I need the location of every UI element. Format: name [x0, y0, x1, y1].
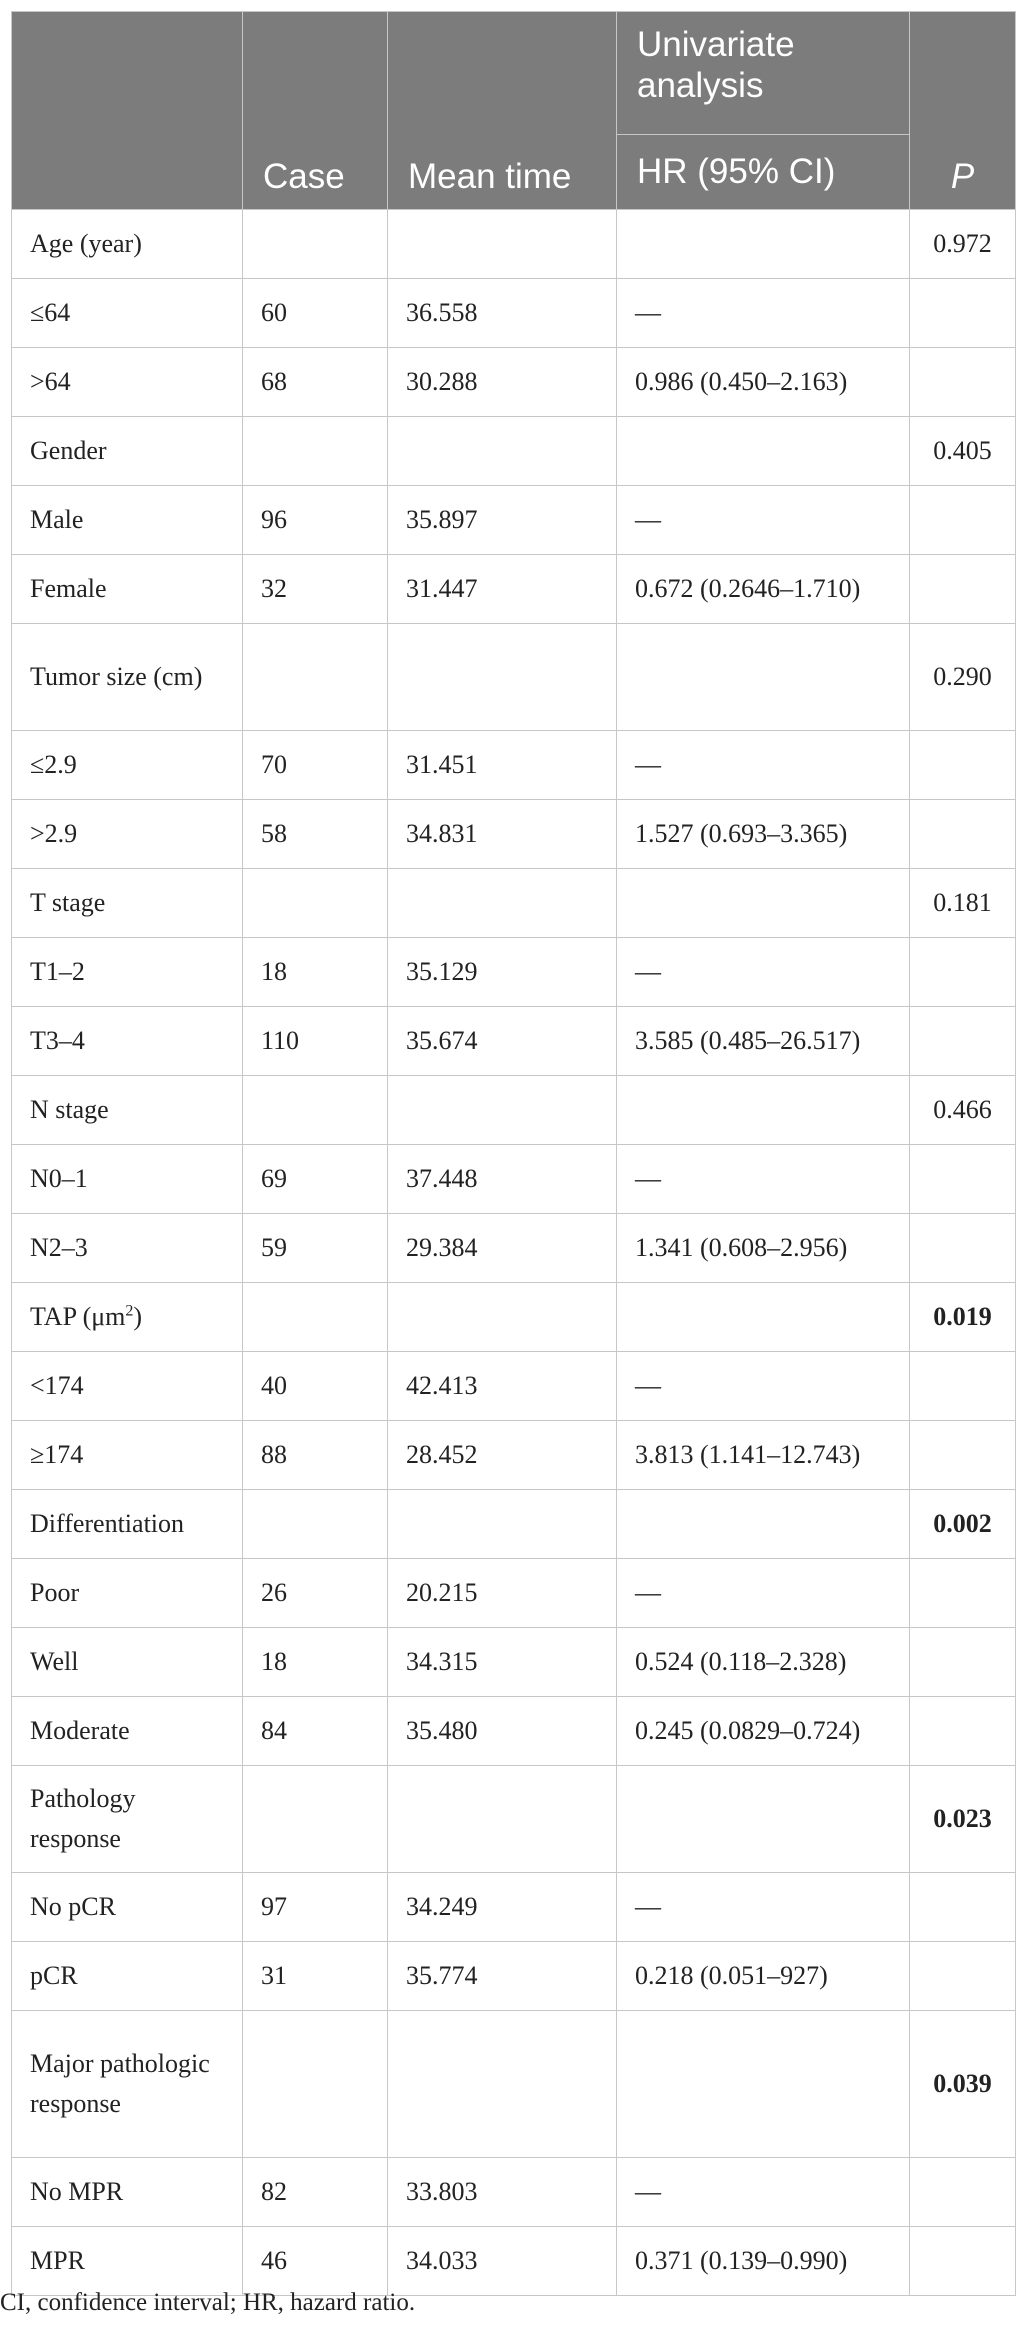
hazard-ratio: 0.218 (0.051–927) — [617, 1942, 910, 2011]
mean-time: 34.315 — [388, 1628, 617, 1697]
row-label — [12, 555, 243, 624]
row-label — [12, 2158, 243, 2227]
row-label — [12, 800, 243, 869]
mean-time: 42.413 — [388, 1352, 617, 1421]
row-label-text: Poor — [30, 1578, 80, 1607]
case-count: 18 — [243, 938, 388, 1007]
row-label-text: <174 — [30, 1371, 84, 1400]
row-label-text: Moderate — [30, 1716, 130, 1745]
case-count: 32 — [243, 555, 388, 624]
row-label — [12, 1697, 243, 1766]
p-value: 0.290 — [910, 624, 1016, 731]
hazard-ratio: — — [617, 1873, 910, 1942]
p-value: 0.405 — [910, 417, 1016, 486]
table-row — [12, 1421, 1016, 1490]
p-value — [910, 1214, 1016, 1283]
p-value: 0.019 — [910, 1283, 1016, 1352]
table-body — [12, 210, 1016, 2296]
hazard-ratio — [617, 1766, 910, 1873]
table-row — [12, 279, 1016, 348]
p-value: 0.002 — [910, 1490, 1016, 1559]
table-row — [12, 1007, 1016, 1076]
p-value — [910, 938, 1016, 1007]
p-value — [910, 1421, 1016, 1490]
p-value — [910, 731, 1016, 800]
table-row — [12, 624, 1016, 731]
mean-time — [388, 624, 617, 731]
case-count — [243, 869, 388, 938]
mean-time: 35.480 — [388, 1697, 617, 1766]
table-row — [12, 1766, 1016, 1873]
row-label — [12, 1942, 243, 2011]
case-count: 110 — [243, 1007, 388, 1076]
p-value — [910, 1145, 1016, 1214]
hazard-ratio — [617, 1076, 910, 1145]
p-value — [910, 2227, 1016, 2296]
p-value — [910, 1942, 1016, 2011]
row-label-superscript: 2 — [125, 1302, 134, 1320]
p-value: 0.039 — [910, 2011, 1016, 2158]
row-label — [12, 1421, 243, 1490]
row-label-text: Tumor size (cm) — [30, 662, 203, 691]
p-value — [910, 1007, 1016, 1076]
table-row — [12, 938, 1016, 1007]
row-label-text: N0–1 — [30, 1164, 88, 1193]
row-label-text: Major pathologic response — [30, 2049, 210, 2118]
case-count: 97 — [243, 1873, 388, 1942]
case-count: 46 — [243, 2227, 388, 2296]
header-univariate-analysis: Univariate analysis — [617, 12, 910, 135]
hazard-ratio: — — [617, 1352, 910, 1421]
row-label — [12, 2227, 243, 2296]
p-value — [910, 348, 1016, 417]
row-label — [12, 1214, 243, 1283]
row-label-text: MPR — [30, 2246, 85, 2275]
table-row — [12, 1352, 1016, 1421]
mean-time — [388, 2011, 617, 2158]
case-count: 82 — [243, 2158, 388, 2227]
table-row — [12, 1697, 1016, 1766]
row-label-text: N stage — [30, 1095, 109, 1124]
row-label-text: pCR — [30, 1961, 78, 1990]
mean-time — [388, 1283, 617, 1352]
hazard-ratio: 0.672 (0.2646–1.710) — [617, 555, 910, 624]
row-label-text: ≤2.9 — [30, 750, 77, 779]
row-label — [12, 869, 243, 938]
case-count — [243, 1283, 388, 1352]
table-row — [12, 1873, 1016, 1942]
hazard-ratio — [617, 869, 910, 938]
case-count: 96 — [243, 486, 388, 555]
row-label — [12, 1145, 243, 1214]
mean-time: 28.452 — [388, 1421, 617, 1490]
table-row — [12, 1214, 1016, 1283]
row-label — [12, 1873, 243, 1942]
row-label-text: No MPR — [30, 2177, 124, 2206]
case-count — [243, 624, 388, 731]
table-row — [12, 2158, 1016, 2227]
case-count: 69 — [243, 1145, 388, 1214]
case-count: 88 — [243, 1421, 388, 1490]
row-label-end: ) — [133, 1302, 143, 1331]
hazard-ratio: 0.371 (0.139–0.990) — [617, 2227, 910, 2296]
hazard-ratio: 1.527 (0.693–3.365) — [617, 800, 910, 869]
row-label — [12, 1283, 243, 1352]
row-label — [12, 731, 243, 800]
case-count: 18 — [243, 1628, 388, 1697]
table-row — [12, 1490, 1016, 1559]
mean-time: 31.451 — [388, 731, 617, 800]
row-label — [12, 624, 243, 731]
row-label-text: N2–3 — [30, 1233, 88, 1262]
mean-time: 30.288 — [388, 348, 617, 417]
header-variable — [12, 12, 243, 210]
row-label — [12, 486, 243, 555]
row-label-text: ≤64 — [30, 298, 71, 327]
p-value: 0.466 — [910, 1076, 1016, 1145]
row-label-text: >2.9 — [30, 819, 78, 848]
mean-time: 35.897 — [388, 486, 617, 555]
row-label — [12, 1076, 243, 1145]
mean-time: 35.774 — [388, 1942, 617, 2011]
row-label-text: Male — [30, 505, 84, 534]
row-label — [12, 210, 243, 279]
hazard-ratio: — — [617, 486, 910, 555]
mean-time: 34.831 — [388, 800, 617, 869]
case-count: 84 — [243, 1697, 388, 1766]
mean-time — [388, 1076, 617, 1145]
hazard-ratio: 0.986 (0.450–2.163) — [617, 348, 910, 417]
table-row — [12, 1942, 1016, 2011]
p-value — [910, 1559, 1016, 1628]
case-count: 40 — [243, 1352, 388, 1421]
hazard-ratio — [617, 2011, 910, 2158]
case-count — [243, 1490, 388, 1559]
hazard-ratio — [617, 417, 910, 486]
row-label-text: No pCR — [30, 1892, 116, 1921]
mean-time: 31.447 — [388, 555, 617, 624]
mean-time: 35.129 — [388, 938, 617, 1007]
row-label-text: ≥174 — [30, 1440, 84, 1469]
header-hr-ci: HR (95% CI) — [617, 135, 910, 210]
case-count — [243, 1766, 388, 1873]
row-label — [12, 348, 243, 417]
mean-time: 35.674 — [388, 1007, 617, 1076]
row-label — [12, 417, 243, 486]
mean-time: 36.558 — [388, 279, 617, 348]
mean-time — [388, 210, 617, 279]
case-count: 26 — [243, 1559, 388, 1628]
row-label-text: Differentiation — [30, 1509, 185, 1538]
mean-time — [388, 869, 617, 938]
row-label-text: T3–4 — [30, 1026, 85, 1055]
row-label — [12, 1007, 243, 1076]
row-label-text: Pathology response — [30, 1784, 136, 1853]
case-count — [243, 210, 388, 279]
mean-time: 29.384 — [388, 1214, 617, 1283]
hazard-ratio — [617, 1490, 910, 1559]
table-header — [12, 12, 1016, 210]
table-row — [12, 2011, 1016, 2158]
table-row — [12, 731, 1016, 800]
hazard-ratio: 3.813 (1.141–12.743) — [617, 1421, 910, 1490]
p-value — [910, 555, 1016, 624]
row-label-text: Age (year) — [30, 229, 142, 258]
header-case: Case — [243, 12, 388, 210]
mean-time — [388, 417, 617, 486]
table-row — [12, 1283, 1016, 1352]
p-value — [910, 1352, 1016, 1421]
table-row — [12, 210, 1016, 279]
row-label — [12, 2011, 243, 2158]
case-count — [243, 1076, 388, 1145]
hazard-ratio: 3.585 (0.485–26.517) — [617, 1007, 910, 1076]
case-count: 70 — [243, 731, 388, 800]
case-count — [243, 417, 388, 486]
p-value — [910, 1873, 1016, 1942]
table-row — [12, 555, 1016, 624]
p-value — [910, 1697, 1016, 1766]
hazard-ratio: 1.341 (0.608–2.956) — [617, 1214, 910, 1283]
table-row — [12, 1559, 1016, 1628]
case-count: 31 — [243, 1942, 388, 2011]
header-p-value: P — [910, 12, 1016, 210]
p-value: 0.023 — [910, 1766, 1016, 1873]
hazard-ratio — [617, 1283, 910, 1352]
row-label — [12, 1352, 243, 1421]
mean-time: 33.803 — [388, 2158, 617, 2227]
table-row — [12, 1628, 1016, 1697]
row-label — [12, 1766, 243, 1873]
p-value — [910, 1628, 1016, 1697]
hazard-ratio: 0.245 (0.0829–0.724) — [617, 1697, 910, 1766]
case-count: 58 — [243, 800, 388, 869]
table-row — [12, 486, 1016, 555]
hazard-ratio: — — [617, 2158, 910, 2227]
row-label — [12, 1490, 243, 1559]
hazard-ratio: — — [617, 731, 910, 800]
hazard-ratio: — — [617, 279, 910, 348]
mean-time: 34.033 — [388, 2227, 617, 2296]
hazard-ratio: — — [617, 1559, 910, 1628]
table-row — [12, 417, 1016, 486]
hazard-ratio: — — [617, 1145, 910, 1214]
case-count: 60 — [243, 279, 388, 348]
header-mean-time: Mean time — [388, 12, 617, 210]
mean-time — [388, 1766, 617, 1873]
mean-time: 34.249 — [388, 1873, 617, 1942]
hazard-ratio — [617, 624, 910, 731]
row-label-text: T stage — [30, 888, 106, 917]
row-label-text: Well — [30, 1647, 79, 1676]
case-count: 59 — [243, 1214, 388, 1283]
p-value — [910, 800, 1016, 869]
hazard-ratio: — — [617, 938, 910, 1007]
p-value — [910, 279, 1016, 348]
row-label — [12, 279, 243, 348]
row-label-text: Gender — [30, 436, 107, 465]
row-label — [12, 1628, 243, 1697]
p-value — [910, 486, 1016, 555]
p-value: 0.181 — [910, 869, 1016, 938]
row-label — [12, 938, 243, 1007]
case-count — [243, 2011, 388, 2158]
row-label-text: TAP (μm — [30, 1302, 126, 1331]
hazard-ratio: 0.524 (0.118–2.328) — [617, 1628, 910, 1697]
table-row — [12, 869, 1016, 938]
case-count: 68 — [243, 348, 388, 417]
mean-time: 20.215 — [388, 1559, 617, 1628]
mean-time — [388, 1490, 617, 1559]
row-label-text: T1–2 — [30, 957, 85, 986]
p-value: 0.972 — [910, 210, 1016, 279]
univariate-analysis-table — [11, 11, 1016, 2296]
row-label-text: Female — [30, 574, 107, 603]
p-value — [910, 2158, 1016, 2227]
table-row — [12, 348, 1016, 417]
row-label — [12, 1559, 243, 1628]
table-row — [12, 1145, 1016, 1214]
hazard-ratio — [617, 210, 910, 279]
table-footnote: CI, confidence interval; HR, hazard ratio. — [0, 2289, 416, 2316]
row-label-text: >64 — [30, 367, 71, 396]
table-row — [12, 2227, 1016, 2296]
mean-time: 37.448 — [388, 1145, 617, 1214]
table-row — [12, 800, 1016, 869]
table-row — [12, 1076, 1016, 1145]
